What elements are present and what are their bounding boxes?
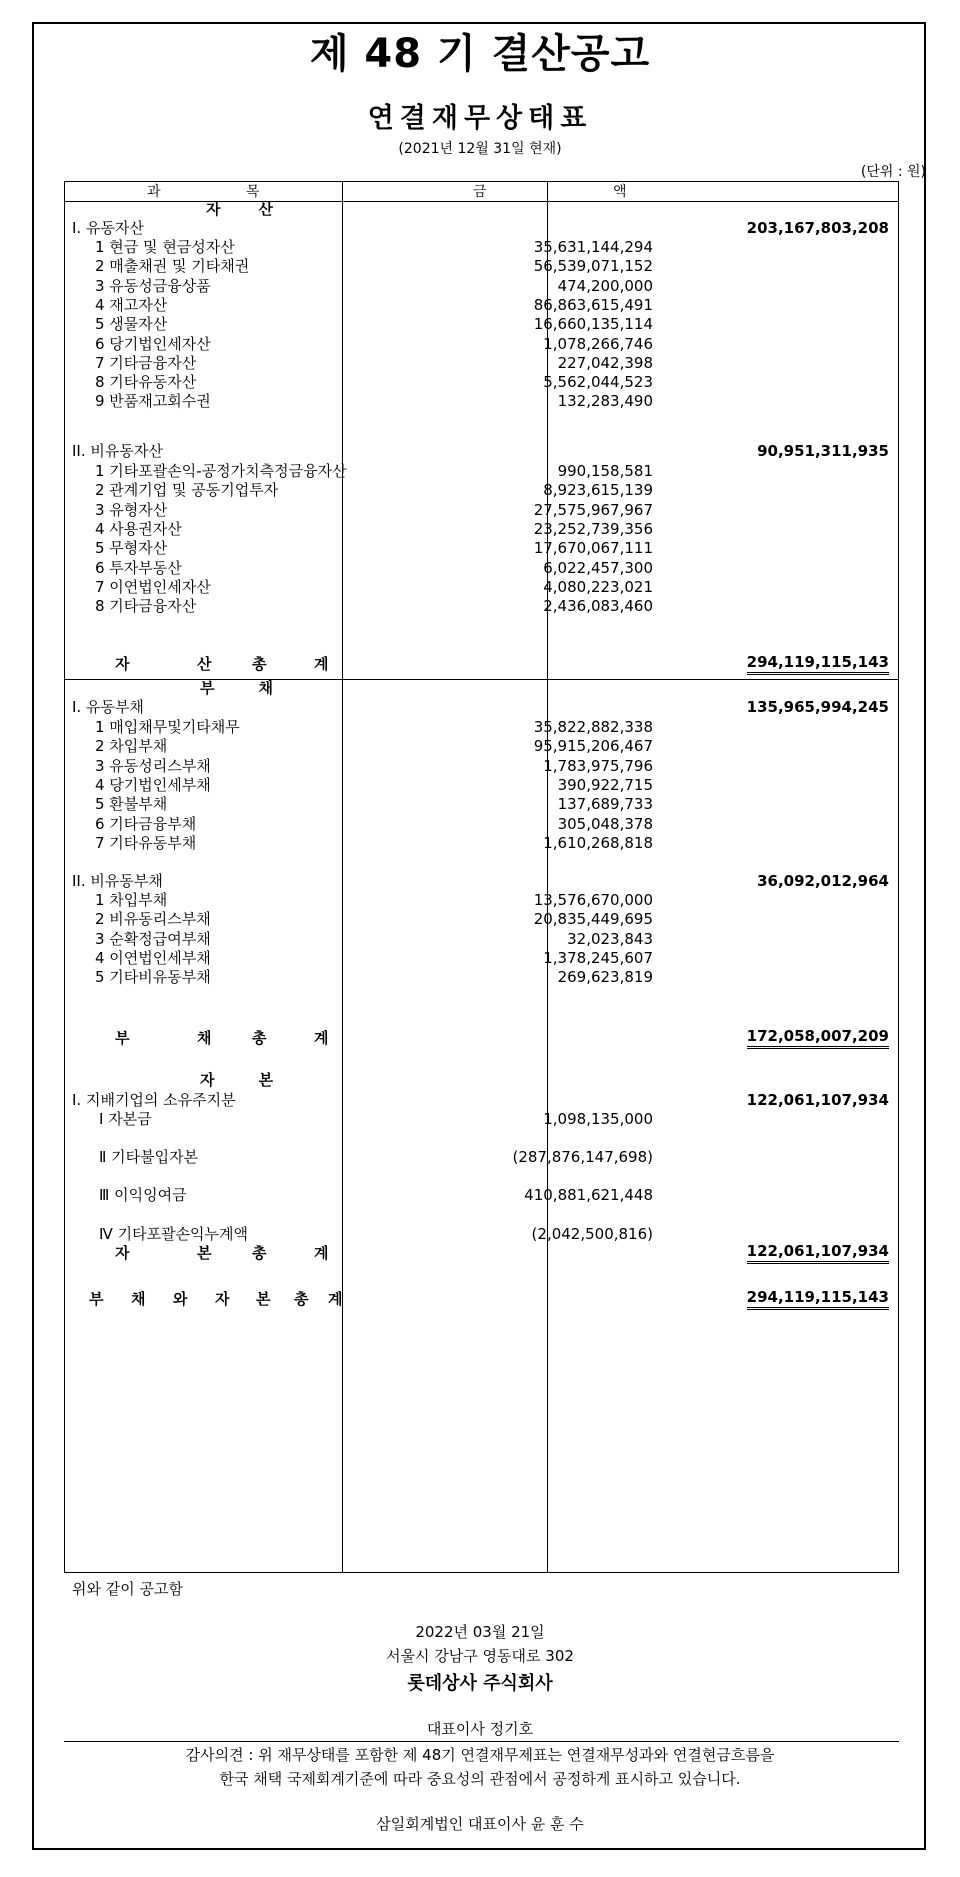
- header-subject-a: 과: [147, 184, 161, 200]
- statement-title: 연결재무상태표: [367, 103, 593, 134]
- line-item-amount: 23,252,739,356: [533, 519, 653, 538]
- line-item-label: 5 기타비유동부채: [95, 968, 211, 987]
- total-label-char: 계: [314, 1244, 329, 1262]
- total-label-char: 채: [197, 1029, 212, 1047]
- total-row: [65, 653, 898, 676]
- line-item-amount: (2,042,500,816): [531, 1225, 653, 1243]
- line-item-label: 1 현금 및 현금성자산: [95, 238, 235, 256]
- line-item-label: 8 기타금융자산: [95, 597, 197, 616]
- line-item-label: 2 매출채권 및 기타채권: [95, 257, 250, 276]
- line-item-amount: 474,200,000: [557, 276, 653, 295]
- group-total: 90,951,311,935: [757, 442, 889, 460]
- line-item-amount: 269,623,819: [557, 968, 653, 987]
- line-item-label: 3 유동성리스부채: [95, 756, 211, 775]
- total-row: [65, 1288, 898, 1311]
- as-of-date: (2021년 12월 31일 현재): [398, 141, 562, 157]
- total-amount: 122,061,107,934: [747, 1242, 889, 1264]
- header-subject-b: 목: [246, 184, 260, 200]
- company-name: 롯데상사 주식회사: [407, 1673, 553, 1694]
- line-item-amount: 1,378,245,607: [543, 948, 653, 967]
- line-item-label: 3 유동성금융상품: [95, 276, 211, 295]
- unit-label: (단위 : 원): [860, 164, 926, 180]
- line-item-label: 4 이연법인세부채: [95, 948, 211, 967]
- total-amount: 294,119,115,143: [747, 1288, 889, 1310]
- group-total: 122,061,107,934: [746, 1091, 889, 1109]
- line-item-amount: 990,158,581: [557, 462, 653, 480]
- line-item-label: 2 비유동리스부채: [95, 910, 211, 929]
- line-item-label: 5 환불부채: [95, 795, 168, 814]
- line-item-label: 9 반품재고회수권: [95, 392, 211, 411]
- line-item-amount: 35,822,882,338: [533, 718, 653, 736]
- section-label: 자본: [200, 1071, 317, 1089]
- total-label-char: 산: [197, 655, 212, 673]
- section-label: 자산: [206, 200, 311, 218]
- audit-divider: [64, 1741, 899, 1742]
- total-label-char: 와: [173, 1290, 188, 1308]
- total-label-char: 자: [115, 1244, 130, 1262]
- line-item-label: 7 기타금융자산: [95, 353, 197, 372]
- group-label: I. 유동자산: [72, 219, 144, 237]
- line-item-label: 6 당기법인세자산: [95, 334, 211, 353]
- line-item-label: 3 순확정급여부채: [95, 929, 211, 948]
- line-item-label: 4 재고자산: [95, 295, 168, 314]
- line-item-label: 1 차입부채: [95, 891, 168, 909]
- line-item-amount: 17,670,067,111: [533, 539, 653, 558]
- group-total: 203,167,803,208: [746, 219, 889, 237]
- line-item-amount: 16,660,135,114: [533, 315, 653, 334]
- total-label-char: 총: [252, 655, 267, 673]
- line-item-amount: 4,080,223,021: [543, 577, 653, 596]
- total-label-char: 계: [314, 1029, 329, 1047]
- notice-title: 제 48 기 결산공고: [309, 31, 651, 77]
- group-label: II. 비유동자산: [72, 442, 163, 460]
- line-item-amount: 35,631,144,294: [533, 238, 653, 256]
- line-item-amount: 2,436,083,460: [543, 597, 653, 616]
- header-amount-b: 액: [613, 184, 627, 200]
- line-item-amount: (287,876,147,698): [512, 1148, 653, 1166]
- line-item-label: 7 이연법인세자산: [95, 577, 211, 596]
- line-item-amount: 32,023,843: [567, 929, 653, 948]
- line-item-label: 7 기타유동부채: [95, 833, 197, 852]
- line-item-amount: 305,048,378: [557, 814, 653, 833]
- line-item-label: 4 사용권자산: [95, 519, 182, 538]
- line-item-amount: 132,283,490: [557, 392, 653, 411]
- total-label-char: 계: [328, 1290, 343, 1308]
- line-item-amount: 5,562,044,523: [543, 373, 653, 392]
- line-item-label: 6 투자부동산: [95, 558, 182, 577]
- total-label-char: 총: [294, 1290, 309, 1308]
- line-item-amount: 95,915,206,467: [533, 737, 653, 756]
- line-item-amount: 1,610,268,818: [543, 833, 653, 852]
- header-amount-a: 금: [473, 184, 487, 200]
- line-item-label: 5 생물자산: [95, 315, 168, 334]
- line-item-amount: 8,923,615,139: [543, 481, 653, 500]
- group-label: II. 비유동부채: [72, 872, 163, 890]
- total-label-char: 계: [314, 655, 329, 673]
- line-item-label: Ⅰ 자본금: [99, 1110, 152, 1128]
- total-amount: 294,119,115,143: [747, 653, 889, 675]
- line-item-label: 1 기타포괄손익-공정가치측정금융자산: [95, 462, 347, 480]
- section-label: 부채: [200, 679, 317, 697]
- line-item-label: 2 차입부채: [95, 737, 168, 756]
- group-label: I. 유동부채: [72, 698, 144, 716]
- balance-sheet-table: [64, 181, 899, 1573]
- line-item-amount: 410,881,621,448: [524, 1186, 653, 1204]
- company-address: 서울시 강남구 영동대로 302: [386, 1647, 574, 1665]
- total-label-char: 총: [252, 1029, 267, 1047]
- line-item-amount: 56,539,071,152: [533, 257, 653, 276]
- line-item-amount: 227,042,398: [557, 353, 653, 372]
- total-label-char: 자: [115, 655, 130, 673]
- line-item-label: 4 당기법인세부채: [95, 775, 211, 794]
- total-label-char: 부: [115, 1029, 130, 1047]
- line-item-label: Ⅱ 기타불입자본: [99, 1148, 199, 1166]
- line-item-amount: 1,783,975,796: [543, 756, 653, 775]
- total-label-char: 채: [131, 1290, 146, 1308]
- group-total: 135,965,994,245: [746, 698, 889, 716]
- line-item-row: [65, 1146, 898, 1169]
- total-label-char: 본: [197, 1244, 212, 1262]
- line-item-amount: 137,689,733: [557, 795, 653, 814]
- line-item-row: [65, 966, 898, 989]
- line-item-amount: 20,835,449,695: [533, 910, 653, 929]
- line-item-amount: 6,022,457,300: [543, 558, 653, 577]
- ceo-name: 대표이사 정기호: [426, 1720, 534, 1738]
- group-total: 36,092,012,964: [757, 872, 889, 890]
- notice-statement: 위와 같이 공고함: [72, 1580, 183, 1598]
- line-item-amount: 13,576,670,000: [533, 891, 653, 909]
- total-row: [65, 1027, 898, 1050]
- line-item-row: [65, 595, 898, 618]
- line-item-label: Ⅲ 이익잉여금: [99, 1186, 187, 1204]
- line-item-label: 1 매입채무및기타채무: [95, 718, 240, 736]
- line-item-label: 3 유형자산: [95, 500, 168, 519]
- line-item-row: [65, 1108, 898, 1131]
- line-item-amount: 390,922,715: [557, 775, 653, 794]
- line-item-label: 2 관계기업 및 공동기업투자: [95, 481, 279, 500]
- auditor-name: 삼일회계법인 대표이사 윤 훈 수: [376, 1815, 584, 1833]
- line-item-amount: 86,863,615,491: [533, 295, 653, 314]
- total-amount: 172,058,007,209: [747, 1027, 889, 1049]
- line-item-row: [65, 390, 898, 413]
- line-item-label: 5 무형자산: [95, 539, 168, 558]
- line-item-row: [65, 1184, 898, 1207]
- total-label-char: 부: [89, 1290, 104, 1308]
- line-item-row: [65, 832, 898, 855]
- total-label-char: 본: [256, 1290, 271, 1308]
- notice-date: 2022년 03월 21일: [415, 1623, 545, 1641]
- audit-opinion-line-1: 감사의견 : 위 재무상태를 포함한 제 48기 연결재무제표는 연결재무성과와 연결현금흐름을: [185, 1746, 775, 1764]
- line-item-label: Ⅳ 기타포괄손익누계액: [99, 1225, 249, 1243]
- line-item-amount: 1,098,135,000: [543, 1110, 653, 1128]
- group-label: I. 지배기업의 소유주지분: [72, 1091, 236, 1109]
- audit-opinion-line-2: 한국 채택 국제회계기준에 따라 중요성의 관점에서 공정하게 표시하고 있습니다.: [219, 1770, 741, 1788]
- total-row: [65, 1242, 898, 1265]
- total-label-char: 총: [252, 1244, 267, 1262]
- line-item-amount: 27,575,967,967: [533, 500, 653, 519]
- line-item-label: 8 기타유동자산: [95, 373, 197, 392]
- total-label-char: 자: [215, 1290, 230, 1308]
- line-item-label: 6 기타금융부채: [95, 814, 197, 833]
- line-item-amount: 1,078,266,746: [543, 334, 653, 353]
